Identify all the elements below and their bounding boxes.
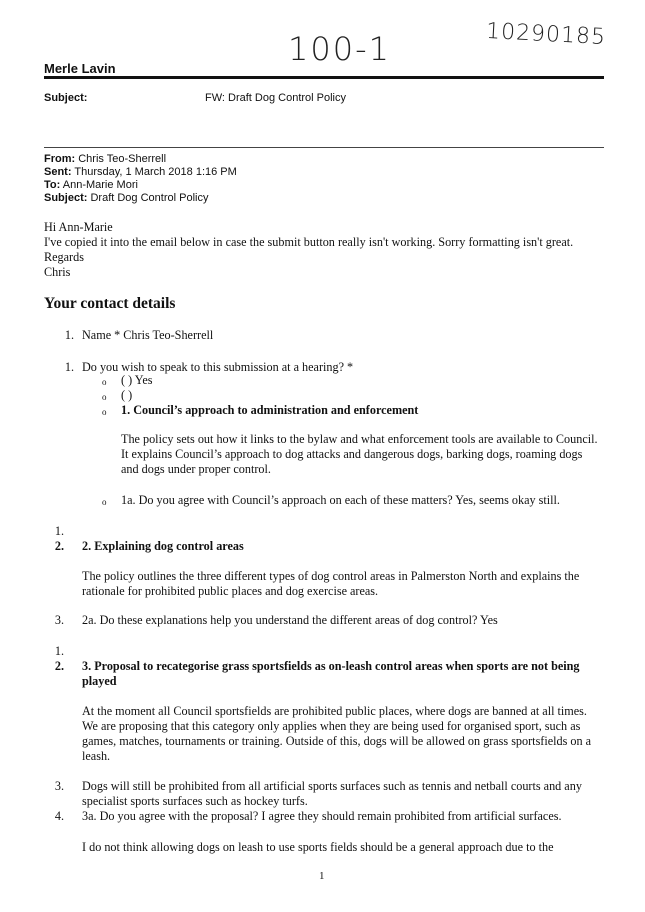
- bullet-marker: o: [102, 407, 107, 417]
- bullet-marker: o: [102, 392, 107, 402]
- list-number: 2.: [54, 659, 64, 673]
- bullet-marker: o: [102, 377, 107, 387]
- subject-label: Subject:: [44, 92, 88, 104]
- forward-subject-row: Subject: Draft Dog Control Policy: [44, 192, 209, 204]
- page-number: 1: [319, 870, 325, 882]
- list-number: 4.: [54, 809, 64, 823]
- subject-value: FW: Draft Dog Control Policy: [205, 92, 347, 104]
- forward-to-row: To: Ann-Marie Mori: [44, 179, 138, 191]
- bullet-marker: o: [102, 497, 107, 507]
- forward-from-row: From: Chris Teo-Sherrell: [44, 153, 167, 165]
- question-3a: 3a. Do you agree with the proposal? I agree they should remain prohibited from artificial surfaces.: [82, 809, 562, 823]
- section-heading: Your contact details: [44, 295, 176, 312]
- subheading-sportsfields: 3. Proposal to recategorise grass sportsfields as on-leash control areas when sports are not being played: [82, 659, 580, 688]
- hearing-question: Do you wish to speak to this submission at a hearing? *: [82, 360, 354, 374]
- sportsfields-paragraph: At the moment all Council sportsfields are prohibited public places, where dogs are banned at all times. We are proposing that this category only applies when they are being used for organised sport, such as games, matches, tournaments or training. Outside of this, dogs will be allowed on grass sportsfields on a leash.: [82, 704, 592, 763]
- mailbox-owner-name: Merle Lavin: [44, 61, 116, 76]
- list-number: 1.: [64, 360, 74, 374]
- list-number: 1.: [54, 644, 64, 658]
- forward-sent-row: Sent: Thursday, 1 March 2018 1:16 PM: [44, 166, 237, 178]
- control-areas-paragraph: The policy outlines the three different types of dog control areas in Palmerston North and explains the rationale for prohibited public places and dog exercise areas.: [82, 569, 580, 598]
- artificial-surfaces-paragraph: Dogs will still be prohibited from all artificial sports surfaces such as tennis and netball courts and any specialist sports surfaces such as hockey turfs.: [82, 779, 582, 808]
- list-number: 3.: [54, 779, 64, 793]
- body-line: I've copied it into the email below in case the submit button really isn't working. Sorry formatting isn't great.: [44, 235, 574, 249]
- subheading-administration: 1. Council’s approach to administration and enforcement: [121, 403, 419, 417]
- handwritten-file-note: 100-1: [288, 30, 391, 68]
- list-number: 1.: [64, 328, 74, 342]
- question-1a: 1a. Do you agree with Council’s approach on each of these matters? Yes, seems okay still.: [121, 493, 560, 507]
- regards: Regards: [44, 250, 84, 264]
- option-blank: ( ): [121, 388, 133, 402]
- administration-paragraph: The policy sets out how it links to the bylaw and what enforcement tools are available to Council. It explains Council’s approach to dog attacks and dangerous dogs, barking dogs, roaming dogs and dogs under proper control.: [121, 432, 598, 476]
- list-number: 1.: [54, 524, 64, 538]
- signoff: Chris: [44, 265, 71, 279]
- greeting: Hi Ann-Marie: [44, 220, 113, 234]
- option-yes: ( ) Yes: [121, 373, 153, 387]
- closing-paragraph: I do not think allowing dogs on leash to use sports fields should be a general approach due to the: [82, 840, 554, 854]
- name-item: Name * Chris Teo-Sherrell: [82, 328, 214, 342]
- question-2a: 2a. Do these explanations help you understand the different areas of dog control? Yes: [82, 613, 498, 627]
- header-divider: [44, 76, 604, 79]
- forward-divider: [44, 147, 604, 148]
- handwritten-reference-number: 10290185: [485, 18, 607, 51]
- subheading-control-areas: 2. Explaining dog control areas: [82, 539, 244, 553]
- list-number: 2.: [54, 539, 64, 553]
- list-number: 3.: [54, 613, 64, 627]
